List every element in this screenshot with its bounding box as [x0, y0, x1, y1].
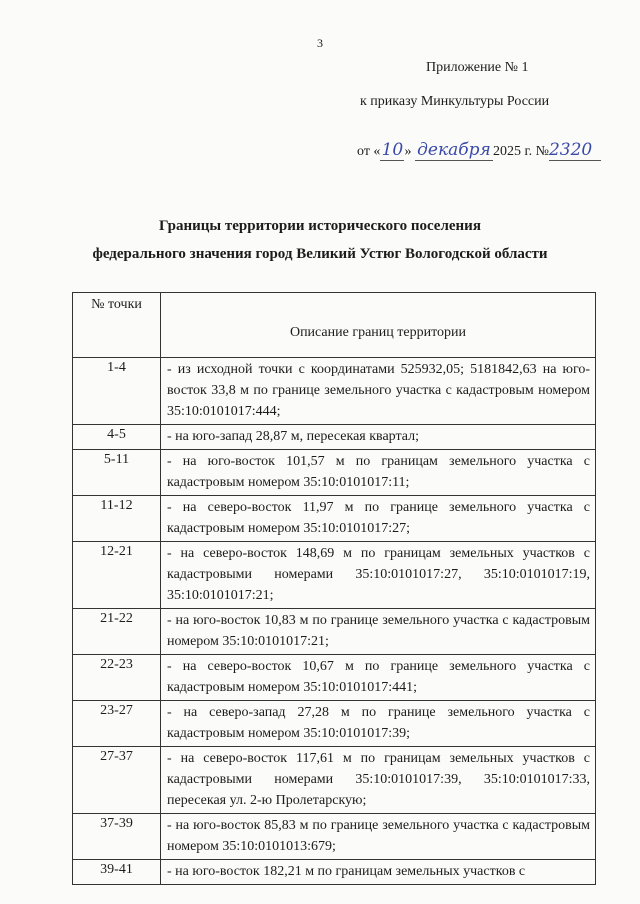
- column-header-point: № точки: [73, 293, 161, 358]
- quote-close: »: [404, 144, 412, 159]
- title-line-1: Границы территории исторического поселения: [159, 218, 481, 234]
- point-range: 12-21: [73, 542, 161, 609]
- order-dateline: [357, 140, 601, 161]
- order-reference: к приказу Минкультуры России: [360, 94, 550, 109]
- table-row: [73, 425, 596, 450]
- handwritten-order-number: 2320: [549, 140, 601, 161]
- boundary-description: - на северо-запад 27,28 м по границе земельного участка с кадастровым номером 35:10:0101017:39;: [161, 701, 596, 747]
- point-range: 23-27: [73, 701, 161, 747]
- boundary-description: - на юго-восток 10,83 м по границе земельного участка с кадастровым номером 35:10:0101017:21;: [161, 609, 596, 655]
- table-row: [73, 814, 596, 860]
- table-row: [73, 747, 596, 814]
- table-row: [73, 655, 596, 701]
- boundary-description: - на северо-восток 11,97 м по границе земельного участка с кадастровым номером 35:10:0101017:27;: [161, 496, 596, 542]
- point-range: 21-22: [73, 609, 161, 655]
- handwritten-day: 10: [381, 140, 404, 160]
- boundary-description: - на северо-восток 148,69 м по границам земельных участков с кадастровыми номерами 35:10:0101017:27, 35:10:0101017:19, 35:10:0101017:21;: [161, 542, 596, 609]
- point-range: 4-5: [73, 425, 161, 450]
- point-range: 11-12: [73, 496, 161, 542]
- boundary-description: - на северо-восток 117,61 м по границам земельных участков с кадастровыми номерами 35:10:0101017:39, 35:10:0101017:33, пересекая ул. 2-ю Пролетарскую;: [161, 747, 596, 814]
- point-range: 22-23: [73, 655, 161, 701]
- column-header-description: Описание границ территории: [161, 293, 596, 358]
- table-row: [73, 358, 596, 425]
- date-prefix: от «: [357, 144, 381, 159]
- boundaries-table: [72, 292, 596, 885]
- point-range: 37-39: [73, 814, 161, 860]
- point-range: 5-11: [73, 450, 161, 496]
- point-range: 39-41: [73, 860, 161, 885]
- boundary-description: - на юго-восток 101,57 м по границам земельного участка с кадастровым номером 35:10:0101017:11;: [161, 450, 596, 496]
- table-row: [73, 496, 596, 542]
- boundary-description: - на юго-запад 28,87 м, пересекая квартал;: [161, 425, 596, 450]
- year-text: 2025 г. №: [492, 144, 549, 159]
- table-header-row: [73, 293, 596, 358]
- table-row: [73, 860, 596, 885]
- table-row: [73, 609, 596, 655]
- appendix-label: Приложение № 1: [426, 60, 529, 75]
- boundary-description: - на юго-восток 85,83 м по границе земельного участка с кадастровым номером 35:10:0101013:679;: [161, 814, 596, 860]
- boundary-description: - из исходной точки с координатами 525932,05; 5181842,63 на юго-восток 33,8 м по границе земельного участка с кадастровым номером 35:10:0101017:444;: [161, 358, 596, 425]
- point-range: 27-37: [73, 747, 161, 814]
- table-row: [73, 450, 596, 496]
- page-number: 3: [317, 36, 323, 50]
- table-row: [73, 701, 596, 747]
- table-body: [73, 358, 596, 885]
- document-title: [0, 212, 640, 268]
- table-row: [73, 542, 596, 609]
- boundary-description: - на северо-восток 10,67 м по границе земельного участка с кадастровым номером 35:10:0101017:441;: [161, 655, 596, 701]
- handwritten-month: декабря: [415, 140, 493, 161]
- title-line-2: федерального значения город Великий Устюг Вологодской области: [92, 246, 548, 262]
- boundary-description: - на юго-восток 182,21 м по границам земельных участков с: [161, 860, 596, 885]
- point-range: 1-4: [73, 358, 161, 425]
